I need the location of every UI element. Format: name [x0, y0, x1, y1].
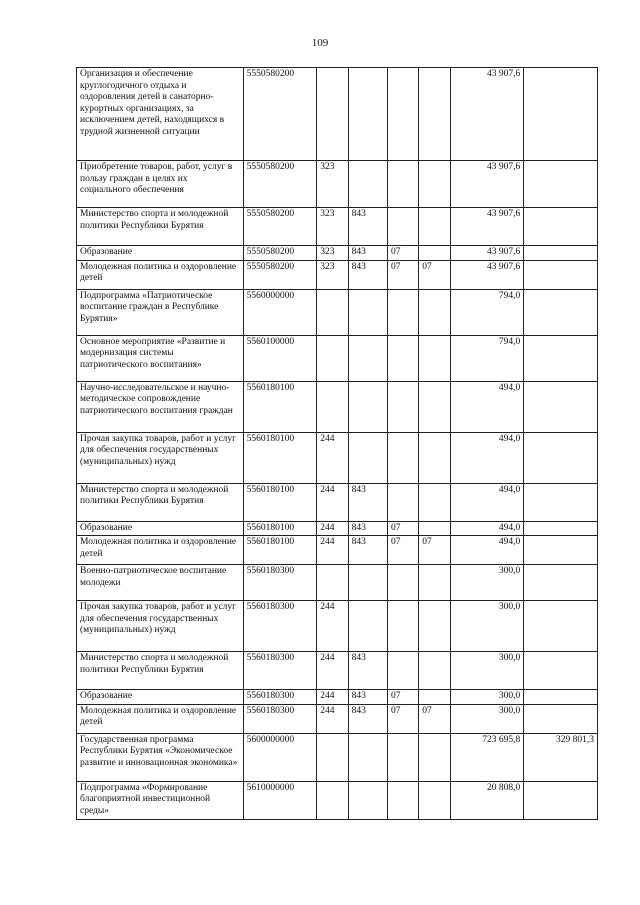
row-code-cell: 5560180300: [243, 690, 317, 705]
row-section-cell: 07: [387, 690, 418, 705]
table-row: [77, 536, 598, 565]
table-row: [77, 781, 598, 819]
row-sum-1-cell: 494,0: [450, 536, 524, 565]
row-name-cell: Приобретение товаров, работ, услуг в пользу граждан в целях их социального обеспечения: [77, 161, 244, 208]
row-expense-type-cell: [317, 68, 348, 161]
row-ministry-code-cell: 843: [348, 483, 387, 521]
row-ministry-code-cell: [348, 161, 387, 208]
table-row: [77, 68, 598, 161]
row-subsection-cell: [419, 652, 450, 690]
row-name-cell: Молодежная политика и оздоровление детей: [77, 260, 244, 289]
row-section-cell: [387, 652, 418, 690]
table-row: [77, 289, 598, 335]
row-code-cell: 5550580200: [243, 68, 317, 161]
row-expense-type-cell: 323: [317, 260, 348, 289]
budget-table-body: [77, 68, 598, 820]
row-sum-2-cell: [524, 536, 598, 565]
row-sum-2-cell: [524, 704, 598, 733]
row-ministry-code-cell: [348, 381, 387, 432]
row-sum-2-cell: [524, 781, 598, 819]
row-code-cell: 5550580200: [243, 161, 317, 208]
row-expense-type-cell: [317, 733, 348, 781]
budget-table: [76, 67, 598, 820]
row-subsection-cell: [419, 601, 450, 652]
row-section-cell: 07: [387, 246, 418, 261]
row-sum-1-cell: 43 907,6: [450, 161, 524, 208]
row-code-cell: 5560180100: [243, 536, 317, 565]
row-sum-2-cell: [524, 68, 598, 161]
row-sum-2-cell: [524, 208, 598, 246]
row-sum-1-cell: 43 907,6: [450, 260, 524, 289]
row-sum-1-cell: 494,0: [450, 381, 524, 432]
row-code-cell: 5550580200: [243, 246, 317, 261]
row-sum-1-cell: 794,0: [450, 289, 524, 335]
row-subsection-cell: [419, 68, 450, 161]
row-subsection-cell: [419, 381, 450, 432]
row-subsection-cell: [419, 432, 450, 483]
row-sum-2-cell: 329 801,3: [524, 733, 598, 781]
row-expense-type-cell: [317, 335, 348, 381]
row-name-cell: Военно-патриотическое воспитание молодежи: [77, 565, 244, 601]
row-code-cell: 5560180100: [243, 432, 317, 483]
row-sum-1-cell: 300,0: [450, 652, 524, 690]
table-row: [77, 483, 598, 521]
row-name-cell: Подпрограмма «Формирование благоприятной инвестиционной среды»: [77, 781, 244, 819]
row-sum-2-cell: [524, 335, 598, 381]
row-sum-1-cell: 300,0: [450, 704, 524, 733]
row-code-cell: 5560180300: [243, 652, 317, 690]
table-row: [77, 733, 598, 781]
row-section-cell: [387, 733, 418, 781]
row-section-cell: [387, 68, 418, 161]
row-name-cell: Образование: [77, 690, 244, 705]
row-section-cell: 07: [387, 536, 418, 565]
row-subsection-cell: [419, 565, 450, 601]
row-ministry-code-cell: 843: [348, 260, 387, 289]
row-subsection-cell: [419, 733, 450, 781]
row-name-cell: Научно-исследовательское и научно-методическое сопровождение патриотического воспитания граждан: [77, 381, 244, 432]
row-name-cell: Молодежная политика и оздоровление детей: [77, 704, 244, 733]
row-sum-1-cell: 300,0: [450, 690, 524, 705]
table-row: [77, 521, 598, 536]
row-ministry-code-cell: [348, 335, 387, 381]
row-ministry-code-cell: [348, 781, 387, 819]
table-row: [77, 601, 598, 652]
row-name-cell: Организация и обеспечение круглогодичного отдыха и оздоровления детей в санаторно-курортных организациях, за исключением детей, находящихся в трудной жизненной ситуации: [77, 68, 244, 161]
row-expense-type-cell: 244: [317, 536, 348, 565]
row-ministry-code-cell: [348, 68, 387, 161]
row-expense-type-cell: 323: [317, 161, 348, 208]
row-expense-type-cell: [317, 781, 348, 819]
row-name-cell: Молодежная политика и оздоровление детей: [77, 536, 244, 565]
row-code-cell: 5560180100: [243, 521, 317, 536]
row-name-cell: Министерство спорта и молодежной политики Республики Бурятия: [77, 483, 244, 521]
table-row: [77, 690, 598, 705]
row-sum-1-cell: 494,0: [450, 521, 524, 536]
row-expense-type-cell: 244: [317, 601, 348, 652]
row-sum-2-cell: [524, 246, 598, 261]
row-subsection-cell: 07: [419, 536, 450, 565]
row-section-cell: [387, 565, 418, 601]
row-code-cell: 5610000000: [243, 781, 317, 819]
row-sum-1-cell: 20 808,0: [450, 781, 524, 819]
row-code-cell: 5560000000: [243, 289, 317, 335]
row-subsection-cell: [419, 483, 450, 521]
page-number: 109: [311, 37, 329, 49]
row-sum-2-cell: [524, 432, 598, 483]
row-sum-1-cell: 300,0: [450, 601, 524, 652]
row-section-cell: [387, 483, 418, 521]
row-sum-1-cell: 43 907,6: [450, 208, 524, 246]
row-subsection-cell: [419, 335, 450, 381]
row-sum-1-cell: 494,0: [450, 432, 524, 483]
row-name-cell: Прочая закупка товаров, работ и услуг для обеспечения государственных (муниципальных) нужд: [77, 601, 244, 652]
row-section-cell: [387, 289, 418, 335]
row-subsection-cell: [419, 289, 450, 335]
row-expense-type-cell: 323: [317, 246, 348, 261]
row-name-cell: Прочая закупка товаров, работ и услуг для обеспечения государственных (муниципальных) нужд: [77, 432, 244, 483]
table-row: [77, 704, 598, 733]
row-ministry-code-cell: 843: [348, 246, 387, 261]
row-ministry-code-cell: 843: [348, 208, 387, 246]
row-expense-type-cell: 244: [317, 652, 348, 690]
row-code-cell: 5550580200: [243, 208, 317, 246]
row-sum-2-cell: [524, 565, 598, 601]
table-row: [77, 565, 598, 601]
row-sum-2-cell: [524, 652, 598, 690]
row-code-cell: 5560100000: [243, 335, 317, 381]
row-expense-type-cell: [317, 289, 348, 335]
row-subsection-cell: [419, 246, 450, 261]
row-expense-type-cell: 244: [317, 521, 348, 536]
row-name-cell: Основное мероприятие «Развитие и модернизация системы патриотического воспитания»: [77, 335, 244, 381]
row-code-cell: 5560180300: [243, 601, 317, 652]
table-row: [77, 652, 598, 690]
row-sum-1-cell: 494,0: [450, 483, 524, 521]
row-section-cell: [387, 335, 418, 381]
table-row: [77, 260, 598, 289]
row-sum-1-cell: 300,0: [450, 565, 524, 601]
row-name-cell: Подпрограмма «Патриотическое воспитание граждан в Республике Бурятия»: [77, 289, 244, 335]
row-subsection-cell: 07: [419, 704, 450, 733]
row-subsection-cell: [419, 521, 450, 536]
row-ministry-code-cell: 843: [348, 690, 387, 705]
row-subsection-cell: [419, 690, 450, 705]
row-sum-2-cell: [524, 690, 598, 705]
row-subsection-cell: [419, 781, 450, 819]
row-code-cell: 5560180300: [243, 565, 317, 601]
row-subsection-cell: [419, 161, 450, 208]
row-expense-type-cell: 244: [317, 690, 348, 705]
row-ministry-code-cell: 843: [348, 704, 387, 733]
row-name-cell: Образование: [77, 246, 244, 261]
row-sum-2-cell: [524, 260, 598, 289]
row-section-cell: [387, 601, 418, 652]
row-sum-2-cell: [524, 161, 598, 208]
row-sum-1-cell: 794,0: [450, 335, 524, 381]
row-sum-2-cell: [524, 601, 598, 652]
row-expense-type-cell: 323: [317, 208, 348, 246]
row-subsection-cell: 07: [419, 260, 450, 289]
row-ministry-code-cell: 843: [348, 652, 387, 690]
row-name-cell: Министерство спорта и молодежной политики Республики Бурятия: [77, 652, 244, 690]
row-expense-type-cell: 244: [317, 483, 348, 521]
row-sum-1-cell: 43 907,6: [450, 68, 524, 161]
row-expense-type-cell: 244: [317, 432, 348, 483]
row-ministry-code-cell: [348, 601, 387, 652]
row-sum-2-cell: [524, 521, 598, 536]
table-row: [77, 246, 598, 261]
table-row: [77, 335, 598, 381]
row-code-cell: 5560180100: [243, 381, 317, 432]
row-sum-2-cell: [524, 381, 598, 432]
row-ministry-code-cell: 843: [348, 521, 387, 536]
row-name-cell: Министерство спорта и молодежной политики Республики Бурятия: [77, 208, 244, 246]
row-name-cell: Государственная программа Республики Бурятия «Экономическое развитие и инновационная экономика»: [77, 733, 244, 781]
row-sum-1-cell: 723 695,8: [450, 733, 524, 781]
row-section-cell: [387, 432, 418, 483]
row-sum-2-cell: [524, 483, 598, 521]
row-ministry-code-cell: 843: [348, 536, 387, 565]
row-section-cell: [387, 161, 418, 208]
row-section-cell: 07: [387, 260, 418, 289]
row-sum-1-cell: 43 907,6: [450, 246, 524, 261]
row-code-cell: 5600000000: [243, 733, 317, 781]
row-code-cell: 5550580200: [243, 260, 317, 289]
table-row: [77, 161, 598, 208]
row-ministry-code-cell: [348, 432, 387, 483]
row-ministry-code-cell: [348, 565, 387, 601]
table-row: [77, 208, 598, 246]
row-ministry-code-cell: [348, 289, 387, 335]
row-code-cell: 5560180300: [243, 704, 317, 733]
table-row: [77, 432, 598, 483]
row-section-cell: [387, 781, 418, 819]
row-sum-2-cell: [524, 289, 598, 335]
table-row: [77, 381, 598, 432]
row-section-cell: [387, 381, 418, 432]
row-section-cell: 07: [387, 521, 418, 536]
row-section-cell: 07: [387, 704, 418, 733]
row-subsection-cell: [419, 208, 450, 246]
row-expense-type-cell: [317, 565, 348, 601]
row-section-cell: [387, 208, 418, 246]
row-expense-type-cell: [317, 381, 348, 432]
row-ministry-code-cell: [348, 733, 387, 781]
row-expense-type-cell: 244: [317, 704, 348, 733]
row-code-cell: 5560180100: [243, 483, 317, 521]
row-name-cell: Образование: [77, 521, 244, 536]
